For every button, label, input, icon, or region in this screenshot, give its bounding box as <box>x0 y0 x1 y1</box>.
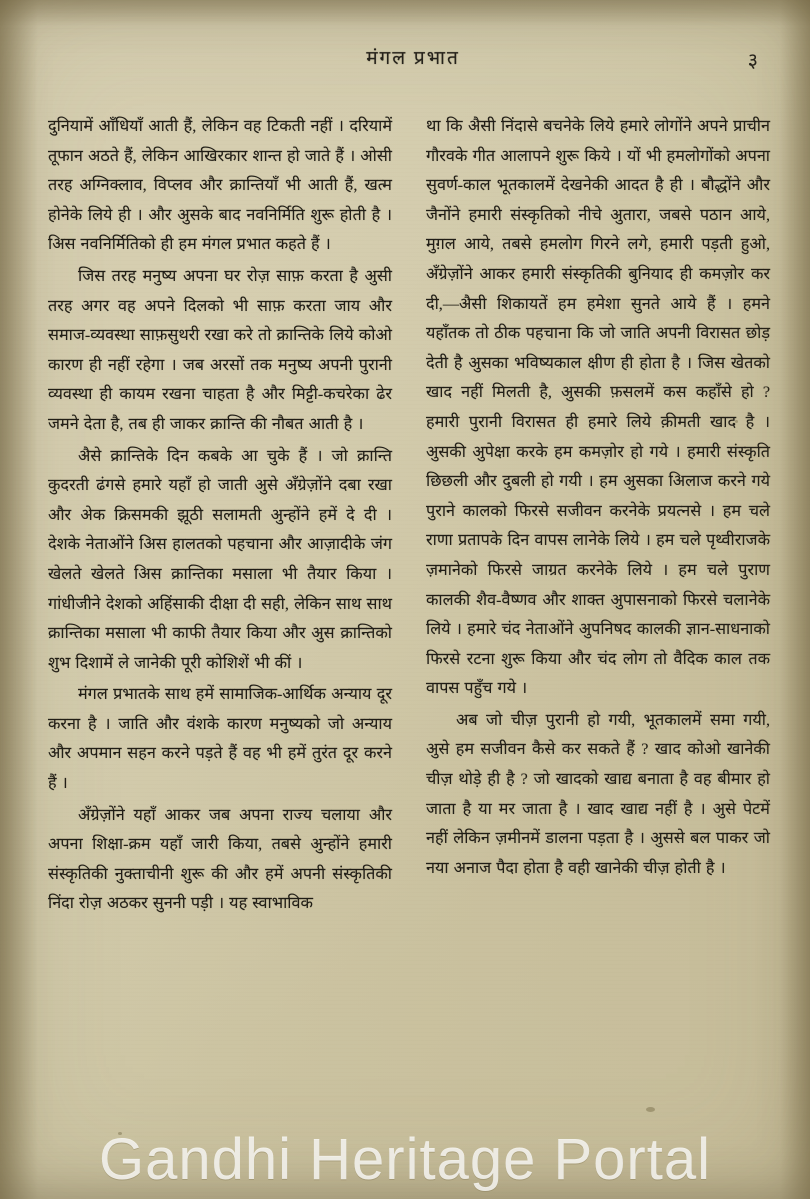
paper-speck <box>118 1132 122 1135</box>
paragraph: जिस तरह मनुष्य अपना घर रोज़ साफ़ करता है अुसी तरह अगर वह अपने दिलको भी साफ़ करता जाय और समाज-व्यवस्था साफ़सुथरी रखा करे तो क्रान्तिके लिये कोओ कारण ही नहीं रहेगा । जब अरसों तक मनुष्य अपनी पुरानी व्यवस्था ही कायम रखना चाहता है और मिट्टी-कचरेका ढेर जमने देता है, तब ही जाकर क्रान्ति की नौबत आती है । <box>48 266 392 433</box>
running-head <box>56 44 770 74</box>
column-right <box>426 112 770 1089</box>
paragraph: दुनियामें आँधियाँ आती हैं, लेकिन वह टिकती नहीं । दरियामें तूफान अठते हैं, लेकिन आखिरकार शान्त हो जाते हैं । ओसी तरह अग्निक्लाव, विप्लव और क्रान्तियाँ भी आती हैं, खत्म होनेके लिये ही । और अुसके बाद नवनिर्मिति शुरू होती है । अिस नवनिर्मितिको ही हम मंगल प्रभात कहते हैं । <box>48 117 392 254</box>
paper-speck <box>646 1107 655 1112</box>
page-edge-shadow-right <box>780 0 810 1199</box>
column-left <box>48 112 392 1089</box>
watermark: Gandhi Heritage Portal <box>99 1127 711 1192</box>
paragraph: अब जो चीज़ पुरानी हो गयी, भूतकालमें समा गयी, अुसे हम सजीवन कैसे कर सकते हैं ? खाद कोओ खानेकी चीज़ थोड़े ही है ? जो खादको खाद्य बनाता है वह बीमार हो जाता है या मर जाता है । खाद खाद्य नहीं है । अुसे पेटमें नहीं लेकिन ज़मीनमें डालना पड़ता है । अुससे बल पाकर जो नया अनाज पैदा होता है वही खानेकी चीज़ होती है । <box>426 710 770 877</box>
paragraph: था कि अैसी निंदासे बचनेके लिये हमारे लोगोंने अपने प्राचीन गौरवके गीत आलापने शुरू किये । यों भी हमलोगोंको अपना सुवर्ण-काल भूतकालमें देखनेकी आदत है ही । बौद्धोंने और जैनोंने हमारी संस्कृतिको नीचे अुतारा, जबसे पठान आये, मुग़ल आये, तबसे हमलोग गिरने लगे, हमारी पड़ती हुओ, अँग्रेज़ोंने आकर हमारी संस्कृतिकी बुनियाद ही कमज़ोर कर दी,—अैसी शिकायतें हम हमेशा सुनते आये हैं । हमने यहाँतक तो ठीक पहचाना कि जो जाति अपनी विरासत छोड़ देती है अुसका भविष्यकाल क्षीण ही होता है । जिस खेतको खाद नहीं मिलती है, अुसकी फ़सलमें कस कहाँसे हो ? हमारी पुरानी विरासत ही हमारे लिये क़ीमती खाद है । अुसकी अुपेक्षा करके हम कमज़ोर हो गये । हमारी संस्कृति छिछली और दुबली हो गयी । हम अुसका अिलाज करने गये पुराने कालको फिरसे सजीवन करनेके प्रयत्नसे । हम चले राणा प्रतापके दिन वापस लानेके लिये । हम चले पृथ्वीराजके ज़मानेको फिरसे जाग्रत करनेके लिये । हम चले पुराण कालकी शैव-वैष्णव और शाक्त अुपासनाको फिरसे चलानेके लिये । हमारे चंद नेताओंने अुपनिषद कालकी ज्ञान-साधनाको फिरसे रटना शुरू किया और चंद लोग तो वैदिक काल तक वापस पहुँच गये । <box>426 117 770 698</box>
book-title: मंगल प्रभात <box>366 48 460 69</box>
page-number: ३ <box>747 50 758 72</box>
paragraph: अैसे क्रान्तिके दिन कबके आ चुके हैं । जो क्रान्ति कुदरती ढंगसे हमारे यहाँ हो जाती अुसे अँग्रेज़ोंने दबा रखा और अेक क्रिसमकी झूठी सलामती अुन्होंने हमें दे दी । देशके नेताओंने अिस हालतको पहचाना और आज़ादीके जंग खेलते खेलते अिस क्रान्तिका मसाला भी तैयार किया । गांधीजीने देशको अहिंसाकी दीक्षा दी सही, लेकिन साथ साथ क्रान्तिका मसाला भी काफी तैयार किया और अुस क्रान्तिको शुभ दिशामें ले जानेकी पूरी कोशिशें भी कीं । <box>48 446 392 672</box>
page-edge-shadow-top <box>0 0 810 26</box>
paragraph: अँग्रेज़ोंने यहाँ आकर जब अपना राज्य चलाया और अपना शिक्षा-क्रम यहाँ जारी किया, तबसे अुन्होंने हमारी संस्कृतिकी नुक्ताचीनी शुरू की और हमें अपनी संस्कृतिकी निंदा रोज़ अठ‍कर सुननी पड़ी । यह स्वाभाविक <box>48 805 392 913</box>
text-body <box>48 112 770 1089</box>
page-edge-shadow-left <box>0 0 38 1199</box>
paragraph: मंगल प्रभातके साथ हमें सामाजिक-आर्थिक अन्याय दूर करना है । जाति और वंशके कारण मनुष्यको जो अन्याय और अपमान सहन करने पड़ते हैं वह भी हमें तुरंत दूर करने हैं । <box>48 685 392 793</box>
